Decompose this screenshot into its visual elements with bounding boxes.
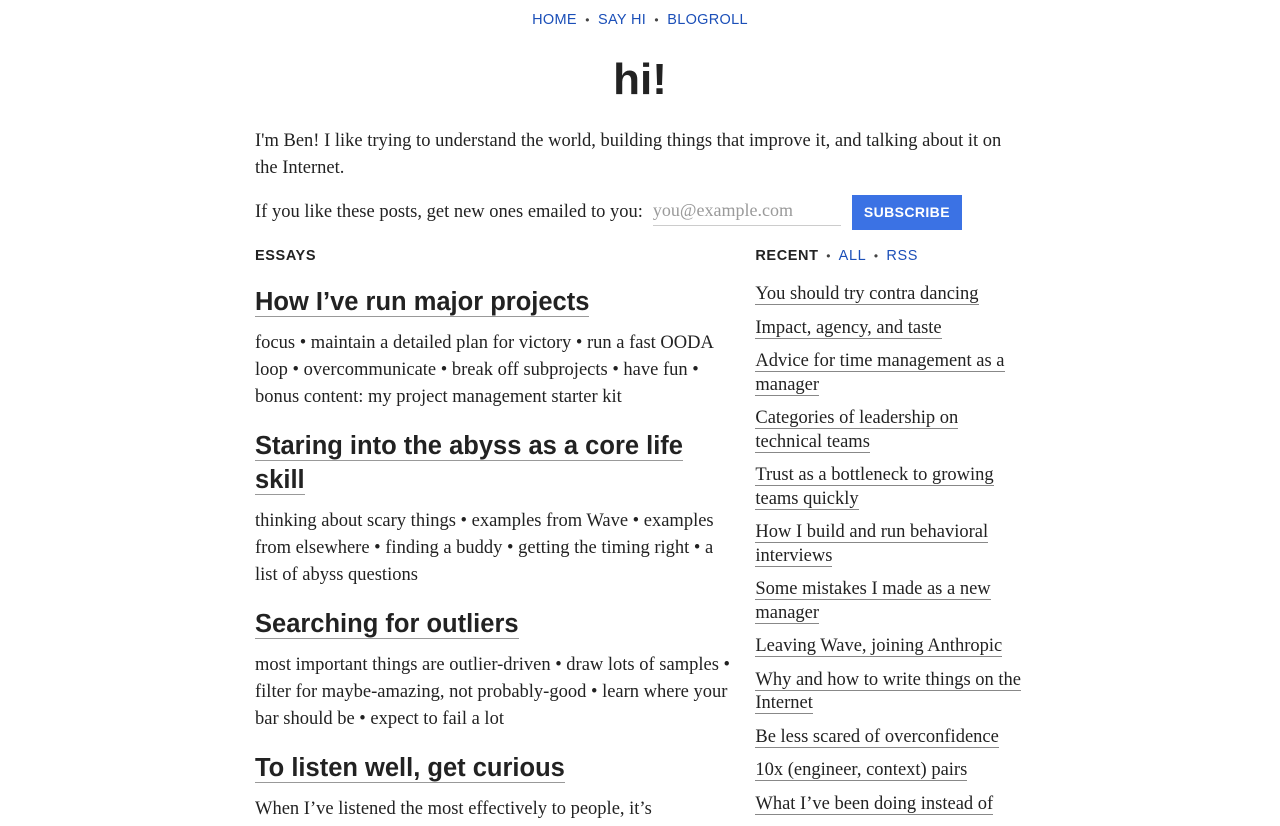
heading-separator: • bbox=[826, 249, 832, 263]
list-item bbox=[755, 669, 1025, 716]
list-item bbox=[755, 726, 1025, 750]
essays-heading: ESSAYS bbox=[255, 248, 317, 264]
recent-label: RECENT bbox=[755, 248, 819, 264]
list-item bbox=[755, 635, 1025, 659]
list-item bbox=[755, 350, 1025, 397]
all-posts-link[interactable]: ALL bbox=[838, 248, 867, 264]
essay-title-link[interactable]: How I’ve run major projects bbox=[255, 288, 590, 316]
essay-item bbox=[255, 429, 734, 589]
list-item bbox=[755, 793, 1025, 817]
essay-title-link[interactable]: Staring into the abyss as a core life skill bbox=[255, 432, 683, 494]
recent-post-link[interactable]: Leaving Wave, joining Anthropic bbox=[755, 636, 1003, 656]
recent-post-link[interactable]: Impact, agency, and taste bbox=[755, 317, 942, 338]
list-item bbox=[755, 521, 1025, 568]
recent-post-link[interactable]: Some mistakes I made as a new manager bbox=[755, 579, 991, 623]
list-item bbox=[755, 407, 1025, 454]
rss-link[interactable]: RSS bbox=[886, 248, 918, 264]
email-field[interactable] bbox=[653, 198, 841, 226]
recent-post-link[interactable]: How I build and run behavioral interviews bbox=[755, 522, 989, 566]
nav-home-link[interactable]: HOME bbox=[532, 12, 577, 28]
page-title: hi! bbox=[613, 55, 667, 104]
subscribe-form bbox=[255, 194, 1025, 230]
nav-separator: • bbox=[654, 13, 659, 27]
recent-post-link[interactable]: You should try contra dancing bbox=[755, 284, 979, 304]
recent-post-link[interactable]: What I’ve been doing instead of bbox=[755, 793, 994, 814]
top-nav bbox=[255, 0, 1025, 34]
recent-section bbox=[755, 246, 1025, 826]
essay-item bbox=[255, 607, 734, 733]
nav-blogroll-link[interactable]: BLOGROLL bbox=[667, 12, 748, 28]
list-item bbox=[755, 283, 1025, 307]
essay-description: most important things are outlier-driven • draw lots of samples • filter for maybe-amazing, not probably-good • learn where your bar should be • expect to fail a lot bbox=[255, 655, 730, 729]
recent-post-link[interactable]: Advice for time management as a manager bbox=[755, 351, 1005, 395]
list-item bbox=[755, 317, 1025, 341]
recent-post-link[interactable]: Why and how to write things on the Internet bbox=[755, 669, 1021, 713]
recent-posts-list bbox=[755, 283, 1025, 816]
intro-text: I'm Ben! I like trying to understand the world, building things that improve it, and talking about it on the Internet. bbox=[255, 131, 1002, 178]
recent-post-link[interactable]: Trust as a bottleneck to growing teams quickly bbox=[755, 465, 994, 509]
essay-title-link[interactable]: To listen well, get curious bbox=[255, 754, 565, 782]
subscribe-label: If you like these posts, get new ones emailed to you: bbox=[255, 201, 643, 222]
nav-separator: • bbox=[585, 13, 590, 27]
recent-post-link[interactable]: Categories of leadership on technical teams bbox=[755, 408, 959, 452]
content-columns bbox=[255, 246, 1025, 826]
recent-post-link[interactable]: Be less scared of overconfidence bbox=[755, 726, 999, 747]
recent-heading bbox=[755, 246, 1025, 266]
subscribe-button[interactable]: SUBSCRIBE bbox=[852, 195, 962, 230]
list-item bbox=[755, 578, 1025, 625]
essay-item bbox=[255, 285, 734, 411]
essay-description: When I’ve listened the most effectively to people, it’s bbox=[255, 799, 652, 819]
essay-item bbox=[255, 751, 734, 823]
recent-post-link[interactable]: 10x (engineer, context) pairs bbox=[755, 760, 968, 780]
essay-title-link[interactable]: Searching for outliers bbox=[255, 610, 519, 638]
page bbox=[255, 0, 1025, 826]
list-item bbox=[755, 464, 1025, 511]
essay-description: thinking about scary things • examples from Wave • examples from elsewhere • finding a buddy • getting the timing right • a list of abyss questions bbox=[255, 511, 714, 585]
essays-section bbox=[255, 246, 734, 826]
nav-say-hi-link[interactable]: SAY HI bbox=[598, 12, 647, 28]
list-item bbox=[755, 759, 1025, 783]
heading-separator: • bbox=[873, 249, 879, 263]
essay-description: focus • maintain a detailed plan for victory • run a fast OODA loop • overcommunicate • break off subprojects • have fun • bonus content: my project management starter kit bbox=[255, 333, 713, 407]
